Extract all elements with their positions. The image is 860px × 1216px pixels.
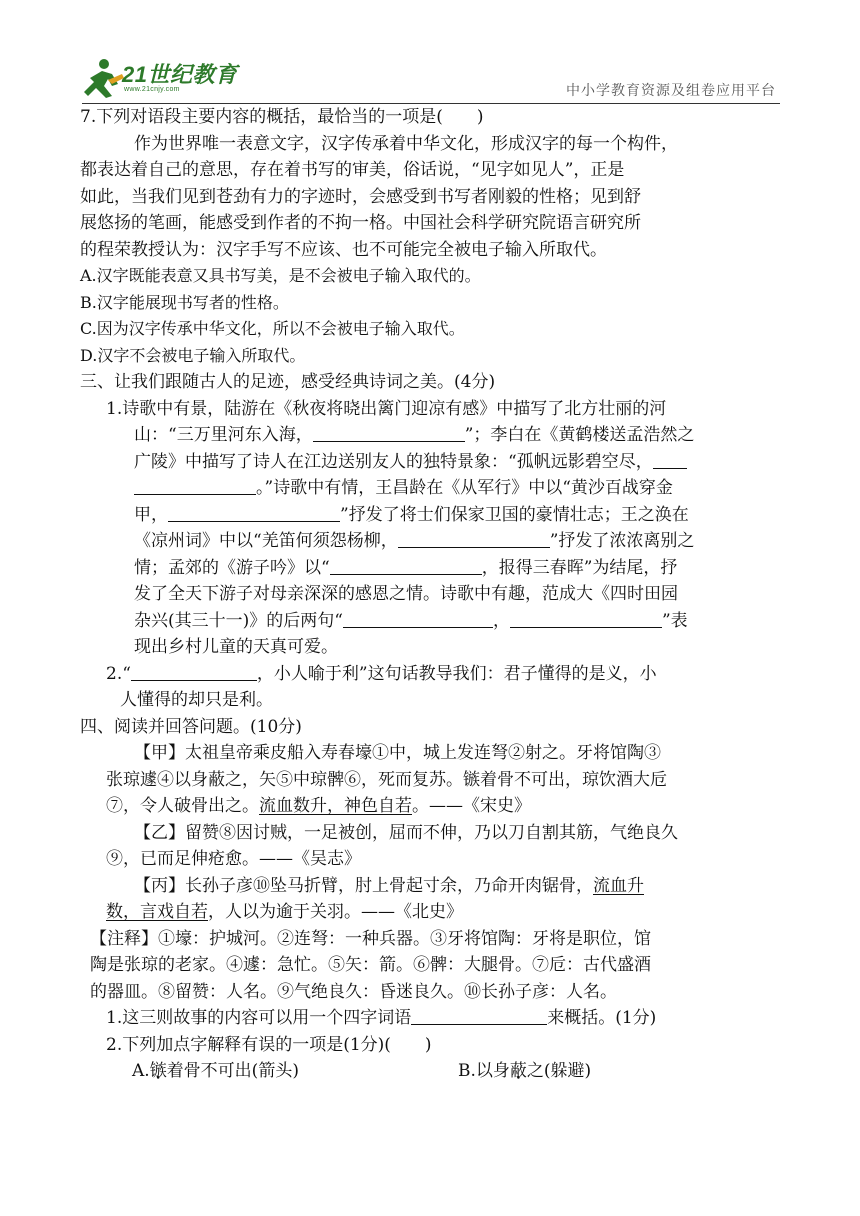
passage-yi-line: ⑨，已而足伸疮愈。——《吴志》 bbox=[106, 849, 361, 869]
sec3-q1-line bbox=[80, 608, 780, 635]
sec3-q1-line bbox=[80, 528, 780, 555]
text-span: ”抒发了浓浓离别之 bbox=[549, 531, 695, 551]
sec3-q1-line: 1.诗歌中有景，陆游在《秋夜将晓出篱门迎凉有感》中描写了北方壮丽的河 bbox=[106, 398, 667, 419]
text-span: ，小人喻于利”这句话教导我们：君子懂得的是义，小 bbox=[256, 663, 657, 684]
text-span: 1.这三则故事的内容可以用一个四字词语 bbox=[106, 1008, 412, 1028]
text-span: 着骨不可出(箭头) bbox=[166, 1061, 299, 1081]
text-span: 来概括。(1分) bbox=[547, 1008, 657, 1028]
text-span: 山：“三万里河东入海， bbox=[134, 425, 313, 445]
text-span: 广陵》中描写了诗人在江边送别友人的独特景象：“孤帆远影碧空尽， bbox=[134, 451, 653, 472]
text-span: 。”诗歌中有情，王昌龄在《从军行》中以“黄沙百战穿金 bbox=[256, 478, 673, 498]
text-span: ”抒发了将士们保家卫国的豪情壮志；王之涣在 bbox=[340, 504, 689, 525]
passage-bing-line bbox=[80, 873, 780, 900]
sec3-q1-line: 现出乡村儿童的天真可爱。 bbox=[134, 637, 338, 657]
header-tagline: 中小学教育资源及组卷应用平台 bbox=[566, 83, 776, 99]
notes-line: 的器皿。⑧留赞：人名。⑨气绝良久：昏迷良久。⑩长孙子彦：人名。 bbox=[90, 981, 617, 1002]
q7-passage-line: 都表达着自己的意思，存在着书写的审美，俗话说，“见字如见人”，正是 bbox=[80, 160, 625, 180]
sec3-q2-line: 人懂得的却只是利。 bbox=[120, 690, 273, 710]
text-span: ”；李白在《黄鹤楼送孟浩然之 bbox=[464, 425, 695, 445]
passage-jia-line: 【甲】太祖皇帝乘皮船入寿春壕①中，城上发连弩②射之。牙将馆陶③ bbox=[134, 743, 661, 763]
dotted-char: 镞 bbox=[149, 1061, 167, 1081]
text-span: 情；孟郊的《游子吟》以“ bbox=[134, 557, 330, 578]
notes-line: 陶是张琼的老家。④遽：急忙。⑤矢：箭。⑥髀：大腿骨。⑦卮：古代盛酒 bbox=[90, 955, 651, 975]
text-span: A. bbox=[132, 1061, 150, 1081]
q7-passage-line: 的程荣教授认为：汉字手写不应该、也不可能完全被电子输入所取代。 bbox=[80, 239, 607, 260]
section-3-title: 三、让我们跟随古人的足迹，感受经典诗词之美。(4分) bbox=[80, 372, 496, 392]
q7-option-c: C.因为汉字传承中华文化，所以不会被电子输入取代。 bbox=[80, 319, 465, 338]
text-span: ，报得三春晖”为结尾，抒 bbox=[481, 557, 678, 578]
sec3-q1-line bbox=[80, 502, 780, 529]
underlined-text: 流血数升，神色自若 bbox=[259, 796, 412, 816]
text-span: 之(躲避) bbox=[526, 1061, 592, 1081]
sec3-q1-line bbox=[80, 422, 780, 449]
fill-blank[interactable] bbox=[330, 556, 482, 575]
logo-text: 21世纪教育 bbox=[122, 62, 238, 87]
document-body bbox=[80, 104, 780, 1085]
text-span: 。——《宋史》 bbox=[412, 796, 531, 816]
fill-blank[interactable] bbox=[131, 662, 257, 681]
fill-blank[interactable] bbox=[313, 423, 465, 442]
sec4-q2-options bbox=[80, 1058, 780, 1085]
sec3-q1-line bbox=[80, 449, 780, 476]
notes-line: 【注释】①壕：护城河。②连弩：一种兵器。③牙将馆陶：牙将是职位，馆 bbox=[90, 928, 651, 949]
text-span: 甲， bbox=[134, 504, 168, 525]
underlined-text: 流血升 bbox=[593, 875, 644, 896]
text-span: ，人以为逾于关羽。——《北史》 bbox=[208, 902, 463, 922]
q7-passage-line: 如此，当我们见到苍劲有力的字迹时，会感受到书写者刚毅的性格；见到舒 bbox=[80, 186, 641, 207]
sec3-q1-line bbox=[80, 555, 780, 582]
fill-blank[interactable] bbox=[653, 450, 687, 469]
fill-blank[interactable] bbox=[510, 609, 662, 628]
logo-url: www.21cnjy.com bbox=[124, 86, 180, 93]
text-span: 2.“ bbox=[106, 663, 131, 684]
sec4-q2-stem: 2.下列加点字解释有误的一项是(1分)( ) bbox=[106, 1034, 432, 1055]
text-span: B.以身 bbox=[458, 1061, 510, 1081]
passage-bing-line bbox=[80, 899, 780, 926]
sec3-q2-line bbox=[80, 661, 780, 688]
passage-jia-line: 张琼遽④以身蔽之，矢⑤中琼髀⑥，死而复苏。镞着骨不可出，琼饮酒大卮 bbox=[106, 769, 667, 790]
sec3-q1-line bbox=[80, 475, 780, 502]
passage-jia-line bbox=[80, 793, 780, 820]
fill-blank[interactable] bbox=[411, 1006, 547, 1025]
q7-stem: 7.下列对语段主要内容的概括，最恰当的一项是( ) bbox=[80, 107, 484, 127]
q7-option-b: B.汉字能展现书写者的性格。 bbox=[80, 292, 289, 312]
sec4-q2-option-a bbox=[132, 1058, 458, 1085]
text-span: ， bbox=[492, 610, 510, 631]
fill-blank[interactable] bbox=[168, 503, 340, 522]
fill-blank[interactable] bbox=[398, 529, 550, 548]
sec4-q2-option-b bbox=[458, 1061, 591, 1081]
text-span: 《凉州词》中以“羌笛何须怨杨柳， bbox=[134, 531, 398, 551]
sec4-q1 bbox=[80, 1005, 780, 1032]
q7-passage-line: 展悠扬的笔画，能感受到作者的不拘一格。中国社会科学研究院语言研究所 bbox=[80, 213, 641, 233]
fill-blank[interactable] bbox=[343, 609, 493, 628]
text-span: 【丙】长孙子彦⑩坠马折臂，肘上骨起寸余，乃命开肉锯骨， bbox=[134, 875, 593, 896]
underlined-text: 数，言戏自若 bbox=[106, 902, 208, 922]
text-span: ”表 bbox=[661, 610, 688, 631]
q7-passage-line: 作为世界唯一表意文字，汉字传承着中华文化，形成汉字的每一个构件， bbox=[134, 133, 678, 154]
q7-option-d: D.汉字不会被电子输入所取代。 bbox=[80, 345, 306, 365]
q7-option-a: A.汉字既能表意又具书写美，是不会被电子输入取代的。 bbox=[80, 266, 481, 285]
page-header bbox=[0, 0, 860, 108]
section-4-title: 四、阅读并回答问题。(10分) bbox=[80, 716, 302, 737]
fill-blank[interactable] bbox=[134, 476, 256, 495]
text-span: 杂兴(其三十一)》的后两句“ bbox=[134, 610, 343, 631]
passage-yi-line: 【乙】留赞⑧因讨贼，一足被创，屈而不伸，乃以刀自割其筋，气绝良久 bbox=[134, 822, 678, 843]
text-span: ⑦，令人破骨出之。 bbox=[106, 796, 259, 816]
dotted-char: 蔽 bbox=[509, 1061, 527, 1081]
sec3-q1-line: 发了全天下游子对母亲深深的感恩之情。诗歌中有趣，范成大《四时田园 bbox=[134, 584, 678, 604]
